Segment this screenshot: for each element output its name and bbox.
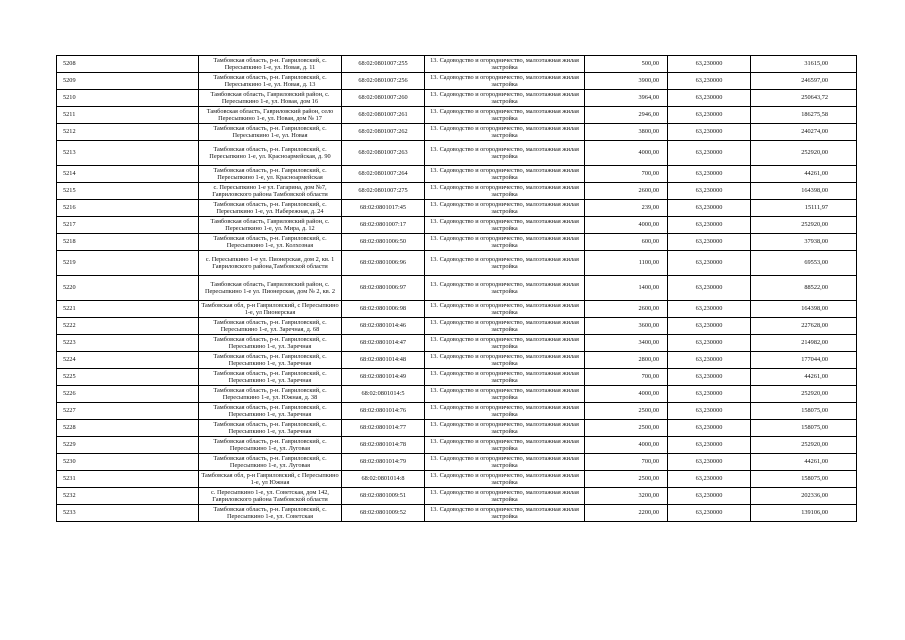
cadastral-value-cell: 214982,00: [751, 335, 857, 352]
land-use-cell: 13. Садоводство и огородничество, малоэтажная жилая застройка: [425, 488, 585, 505]
row-number-cell: 5217: [57, 217, 199, 234]
row-number-cell: 5227: [57, 403, 199, 420]
cadastral-value-cell: 31615,00: [751, 56, 857, 73]
rate-cell: 63,230000: [668, 141, 751, 166]
cadastral-number-cell: 68:02:0801017:45: [342, 200, 425, 217]
table-row: [57, 488, 857, 505]
rate-cell: 63,230000: [668, 437, 751, 454]
row-number-cell: 5229: [57, 437, 199, 454]
cadastral-value-cell: 240274,00: [751, 124, 857, 141]
address-cell: Тамбовская область, р-н. Гавриловский, с. Пересыпкино 1-е, ул. Новая, д. 11: [199, 56, 342, 73]
cadastral-number-cell: 68:02:0801009:52: [342, 505, 425, 522]
cadastral-value-cell: 227628,00: [751, 318, 857, 335]
row-number-cell: 5209: [57, 73, 199, 90]
cadastral-number-cell: 68:02:0801007:255: [342, 56, 425, 73]
rate-cell: 63,230000: [668, 505, 751, 522]
cadastral-value-cell: 252920,00: [751, 437, 857, 454]
land-use-cell: 13. Садоводство и огородничество, малоэтажная жилая застройка: [425, 107, 585, 124]
cadastral-number-cell: 68:02:0801014:48: [342, 352, 425, 369]
rate-cell: 63,230000: [668, 276, 751, 301]
rate-cell: 63,230000: [668, 73, 751, 90]
land-use-cell: 13. Садоводство и огородничество, малоэтажная жилая застройка: [425, 471, 585, 488]
address-cell: Тамбовская область, р-н. Гавриловский, с. Пересыпкино 1-е, ул. Советская: [199, 505, 342, 522]
land-use-cell: 13. Садоводство и огородничество, малоэтажная жилая застройка: [425, 301, 585, 318]
rate-cell: 63,230000: [668, 183, 751, 200]
rate-cell: 63,230000: [668, 318, 751, 335]
rate-cell: 63,230000: [668, 488, 751, 505]
area-cell: 500,00: [585, 56, 668, 73]
land-use-cell: 13. Садоводство и огородничество, малоэтажная жилая застройка: [425, 386, 585, 403]
cadastral-value-cell: 164398,00: [751, 301, 857, 318]
area-cell: 4000,00: [585, 217, 668, 234]
table-row: [57, 56, 857, 73]
table-row: [57, 276, 857, 301]
address-cell: Тамбовская область, р-н. Гавриловский, с. Пересыпкино 1-е, ул. Южная, д. 38: [199, 386, 342, 403]
address-cell: Тамбовская область, р-н. Гавриловский, с. Пересыпкино 1-е, ул. Красноармейская: [199, 166, 342, 183]
land-use-cell: 13. Садоводство и огородничество, малоэтажная жилая застройка: [425, 73, 585, 90]
rate-cell: 63,230000: [668, 352, 751, 369]
table-row: [57, 352, 857, 369]
rate-cell: 63,230000: [668, 217, 751, 234]
table-row: [57, 141, 857, 166]
table-row: [57, 217, 857, 234]
row-number-cell: 5219: [57, 251, 199, 276]
table-row: [57, 251, 857, 276]
row-number-cell: 5212: [57, 124, 199, 141]
row-number-cell: 5213: [57, 141, 199, 166]
address-cell: Тамбовская область, р-н. Гавриловский, с. Пересыпкино 1-е, ул. Луговая: [199, 454, 342, 471]
area-cell: 2800,00: [585, 352, 668, 369]
row-number-cell: 5210: [57, 90, 199, 107]
cadastral-value-cell: 15111,97: [751, 200, 857, 217]
land-use-cell: 13. Садоводство и огородничество, малоэтажная жилая застройка: [425, 505, 585, 522]
table-row: [57, 107, 857, 124]
rate-cell: 63,230000: [668, 301, 751, 318]
area-cell: 600,00: [585, 234, 668, 251]
table-row: [57, 73, 857, 90]
land-registry-table: [56, 55, 857, 522]
rate-cell: 63,230000: [668, 166, 751, 183]
row-number-cell: 5226: [57, 386, 199, 403]
rate-cell: 63,230000: [668, 471, 751, 488]
cadastral-value-cell: 88522,00: [751, 276, 857, 301]
rate-cell: 63,230000: [668, 403, 751, 420]
rate-cell: 63,230000: [668, 234, 751, 251]
rate-cell: 63,230000: [668, 335, 751, 352]
cadastral-number-cell: 68:02:0801006:97: [342, 276, 425, 301]
area-cell: 2600,00: [585, 183, 668, 200]
row-number-cell: 5233: [57, 505, 199, 522]
land-use-cell: 13. Садоводство и огородничество, малоэтажная жилая застройка: [425, 352, 585, 369]
land-use-cell: 13. Садоводство и огородничество, малоэтажная жилая застройка: [425, 217, 585, 234]
land-use-cell: 13. Садоводство и огородничество, малоэтажная жилая застройка: [425, 90, 585, 107]
cadastral-number-cell: 68:02:0801007:263: [342, 141, 425, 166]
table-row: [57, 124, 857, 141]
area-cell: 2500,00: [585, 471, 668, 488]
land-use-cell: 13. Садоводство и огородничество, малоэтажная жилая застройка: [425, 124, 585, 141]
cadastral-number-cell: 68:02:0801014:76: [342, 403, 425, 420]
cadastral-number-cell: 68:02:0801007:256: [342, 73, 425, 90]
cadastral-value-cell: 37938,00: [751, 234, 857, 251]
address-cell: Тамбовская область, р-н. Гавриловский, с. Пересыпкино 1-е, ул. Луговая: [199, 437, 342, 454]
address-cell: Тамбовская область, р-н. Гавриловский, с. Пересыпкино 1-е, ул. Красноармейская, д. 90: [199, 141, 342, 166]
area-cell: 700,00: [585, 454, 668, 471]
cadastral-number-cell: 68:02:0801014:78: [342, 437, 425, 454]
address-cell: Тамбовская область, р-н. Гавриловский, с. Пересыпкино 1-е, ул. Заречная: [199, 403, 342, 420]
cadastral-value-cell: 252920,00: [751, 386, 857, 403]
address-cell: Тамбовская область, Гавриловский район, село Пересыпкино 1-е, ул. Новая, дом № 17: [199, 107, 342, 124]
cadastral-number-cell: 68:02:0801014:79: [342, 454, 425, 471]
cadastral-value-cell: 252920,00: [751, 217, 857, 234]
address-cell: Тамбовская область, Гавриловский район, с. Пересыпкино 1-е, ул. Мира, д. 12: [199, 217, 342, 234]
table-row: [57, 369, 857, 386]
land-use-cell: 13. Садоводство и огородничество, малоэтажная жилая застройка: [425, 318, 585, 335]
row-number-cell: 5211: [57, 107, 199, 124]
row-number-cell: 5223: [57, 335, 199, 352]
cadastral-value-cell: 69553,00: [751, 251, 857, 276]
land-use-cell: 13. Садоводство и огородничество, малоэтажная жилая застройка: [425, 234, 585, 251]
table-row: [57, 301, 857, 318]
rate-cell: 63,230000: [668, 90, 751, 107]
area-cell: 4000,00: [585, 437, 668, 454]
cadastral-value-cell: 186275,58: [751, 107, 857, 124]
land-use-cell: 13. Садоводство и огородничество, малоэтажная жилая застройка: [425, 200, 585, 217]
area-cell: 2200,00: [585, 505, 668, 522]
table-row: [57, 318, 857, 335]
area-cell: 1100,00: [585, 251, 668, 276]
cadastral-value-cell: 158075,00: [751, 403, 857, 420]
cadastral-value-cell: 139106,00: [751, 505, 857, 522]
row-number-cell: 5232: [57, 488, 199, 505]
cadastral-number-cell: 68:02:0801014:8: [342, 471, 425, 488]
table-row: [57, 386, 857, 403]
area-cell: 2600,00: [585, 301, 668, 318]
row-number-cell: 5218: [57, 234, 199, 251]
address-cell: Тамбовская область, р-н. Гавриловский, с. Пересыпкино 1-е, ул. Новая, д. 13: [199, 73, 342, 90]
address-cell: Тамбовская обл, р-н Гавриловский, с Пересыпкино 1-е, ул Пионерская: [199, 301, 342, 318]
cadastral-number-cell: 68:02:0801014:49: [342, 369, 425, 386]
address-cell: Тамбовская область, Гавриловский район, с. Пересыпкино 1-е ул. Пионерская, дом № 2, кв. 2: [199, 276, 342, 301]
address-cell: с. Пересыпкино 1-е ул. Пионерская, дом 2, кв. 1 Гавриловского района,Тамбовской области: [199, 251, 342, 276]
cadastral-number-cell: 68:02:0801014:47: [342, 335, 425, 352]
area-cell: 3900,00: [585, 73, 668, 90]
cadastral-number-cell: 68:02:0801007:275: [342, 183, 425, 200]
land-use-cell: 13. Садоводство и огородничество, малоэтажная жилая застройка: [425, 454, 585, 471]
rate-cell: 63,230000: [668, 251, 751, 276]
table-row: [57, 454, 857, 471]
rate-cell: 63,230000: [668, 124, 751, 141]
cadastral-number-cell: 68:02:0801007:262: [342, 124, 425, 141]
land-use-cell: 13. Садоводство и огородничество, малоэтажная жилая застройка: [425, 166, 585, 183]
area-cell: 2500,00: [585, 420, 668, 437]
rate-cell: 63,230000: [668, 454, 751, 471]
address-cell: Тамбовская область, р-н. Гавриловский, с. Пересыпкино 1-е, ул. Колхозная: [199, 234, 342, 251]
land-use-cell: 13. Садоводство и огородничество, малоэтажная жилая застройка: [425, 437, 585, 454]
cadastral-value-cell: 246597,00: [751, 73, 857, 90]
row-number-cell: 5231: [57, 471, 199, 488]
table-row: [57, 420, 857, 437]
cadastral-number-cell: 68:02:0801014:77: [342, 420, 425, 437]
address-cell: Тамбовская область, р-н. Гавриловский, с. Пересыпкино 1-е, ул. Заречная: [199, 352, 342, 369]
area-cell: 3400,00: [585, 335, 668, 352]
table-body: [57, 56, 857, 522]
cadastral-number-cell: 68:02:0801006:50: [342, 234, 425, 251]
cadastral-number-cell: 68:02:0801009:51: [342, 488, 425, 505]
rate-cell: 63,230000: [668, 420, 751, 437]
area-cell: 1400,00: [585, 276, 668, 301]
row-number-cell: 5222: [57, 318, 199, 335]
cadastral-value-cell: 250643,72: [751, 90, 857, 107]
land-use-cell: 13. Садоводство и огородничество, малоэтажная жилая застройка: [425, 369, 585, 386]
table-row: [57, 234, 857, 251]
cadastral-number-cell: 68:02:0801007:264: [342, 166, 425, 183]
land-use-cell: 13. Садоводство и огородничество, малоэтажная жилая застройка: [425, 251, 585, 276]
land-use-cell: 13. Садоводство и огородничество, малоэтажная жилая застройка: [425, 403, 585, 420]
table-row: [57, 90, 857, 107]
row-number-cell: 5214: [57, 166, 199, 183]
table-row: [57, 183, 857, 200]
cadastral-number-cell: 68:02:0801007:260: [342, 90, 425, 107]
cadastral-value-cell: 44261,00: [751, 166, 857, 183]
table-row: [57, 200, 857, 217]
address-cell: Тамбовская область, р-н. Гавриловский, с. Пересыпкино 1-е, ул. Набережная, д. 24: [199, 200, 342, 217]
table-row: [57, 166, 857, 183]
table-row: [57, 471, 857, 488]
row-number-cell: 5208: [57, 56, 199, 73]
address-cell: Тамбовская область, р-н. Гавриловский, с. Пересыпкино 1-е, ул. Заречная: [199, 420, 342, 437]
cadastral-value-cell: 177044,00: [751, 352, 857, 369]
address-cell: Тамбовская область, р-н. Гавриловский, с. Пересыпкино 1-е, ул. Заречная: [199, 369, 342, 386]
rate-cell: 63,230000: [668, 107, 751, 124]
area-cell: 2500,00: [585, 403, 668, 420]
rate-cell: 63,230000: [668, 56, 751, 73]
area-cell: 3800,00: [585, 124, 668, 141]
area-cell: 700,00: [585, 166, 668, 183]
cadastral-number-cell: 68:02:0801006:96: [342, 251, 425, 276]
address-cell: Тамбовская обл, р-н Гавриловский, с Пересыпкино 1-е, ул Южная: [199, 471, 342, 488]
area-cell: 3600,00: [585, 318, 668, 335]
land-use-cell: 13. Садоводство и огородничество, малоэтажная жилая застройка: [425, 56, 585, 73]
area-cell: 3200,00: [585, 488, 668, 505]
cadastral-value-cell: 202336,00: [751, 488, 857, 505]
cadastral-value-cell: 252920,00: [751, 141, 857, 166]
address-cell: Тамбовская область, р-н. Гавриловский, с. Пересыпкино 1-е, ул. Заречная, д. 68: [199, 318, 342, 335]
land-use-cell: 13. Садоводство и огородничество, малоэтажная жилая застройка: [425, 141, 585, 166]
address-cell: с. Пересыпкино 1-е ул. Гагарина, дом №7, Гавриловского района Тамбовской области: [199, 183, 342, 200]
land-use-cell: 13. Садоводство и огородничество, малоэтажная жилая застройка: [425, 420, 585, 437]
address-cell: Тамбовская область, р-н. Гавриловский, с. Пересыпкино 1-е, ул. Новая: [199, 124, 342, 141]
row-number-cell: 5221: [57, 301, 199, 318]
row-number-cell: 5215: [57, 183, 199, 200]
cadastral-number-cell: 68:02:0801014:5: [342, 386, 425, 403]
address-cell: Тамбовская область, р-н. Гавриловский, с. Пересыпкино 1-е, ул. Заречная: [199, 335, 342, 352]
area-cell: 4000,00: [585, 386, 668, 403]
area-cell: 700,00: [585, 369, 668, 386]
cadastral-value-cell: 44261,00: [751, 369, 857, 386]
row-number-cell: 5220: [57, 276, 199, 301]
land-use-cell: 13. Садоводство и огородничество, малоэтажная жилая застройка: [425, 335, 585, 352]
area-cell: 3964,00: [585, 90, 668, 107]
row-number-cell: 5224: [57, 352, 199, 369]
row-number-cell: 5230: [57, 454, 199, 471]
cadastral-value-cell: 44261,00: [751, 454, 857, 471]
cadastral-number-cell: 68:02:0801007:17: [342, 217, 425, 234]
address-cell: Тамбовская область, Гавриловский район, с. Пересыпкино 1-е, ул. Новая, дом 16: [199, 90, 342, 107]
cadastral-value-cell: 164398,00: [751, 183, 857, 200]
cadastral-value-cell: 158075,00: [751, 420, 857, 437]
rate-cell: 63,230000: [668, 200, 751, 217]
land-use-cell: 13. Садоводство и огородничество, малоэтажная жилая застройка: [425, 183, 585, 200]
row-number-cell: 5228: [57, 420, 199, 437]
cadastral-number-cell: 68:02:0801006:98: [342, 301, 425, 318]
cadastral-number-cell: 68:02:0801007:261: [342, 107, 425, 124]
rate-cell: 63,230000: [668, 369, 751, 386]
land-use-cell: 13. Садоводство и огородничество, малоэтажная жилая застройка: [425, 276, 585, 301]
address-cell: с. Пересыпкино 1-е, ул. Советская, дом 142, Гавриловского района Тамбовской области: [199, 488, 342, 505]
table-row: [57, 403, 857, 420]
row-number-cell: 5225: [57, 369, 199, 386]
table-row: [57, 335, 857, 352]
area-cell: 239,00: [585, 200, 668, 217]
cadastral-number-cell: 68:02:0801014:46: [342, 318, 425, 335]
row-number-cell: 5216: [57, 200, 199, 217]
area-cell: 2946,00: [585, 107, 668, 124]
area-cell: 4000,00: [585, 141, 668, 166]
table-row: [57, 505, 857, 522]
cadastral-value-cell: 158075,00: [751, 471, 857, 488]
rate-cell: 63,230000: [668, 386, 751, 403]
table-row: [57, 437, 857, 454]
